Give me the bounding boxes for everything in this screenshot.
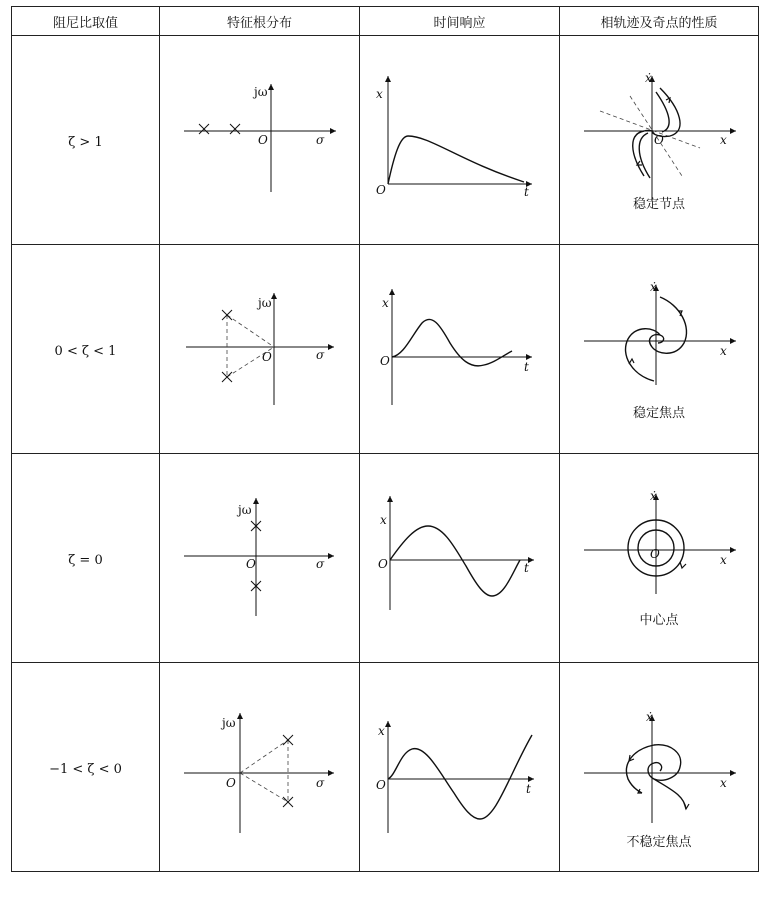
phase-cell (560, 454, 759, 663)
phase-portrait-center (560, 454, 758, 662)
response-curve (390, 526, 520, 596)
response-curve (388, 735, 532, 819)
origin-label: O (376, 183, 386, 197)
response-cell (360, 454, 560, 663)
condition-cell (12, 454, 160, 663)
x-axis-label: x (382, 296, 389, 310)
origin-label: O (378, 557, 388, 571)
t-axis-label: t (524, 185, 529, 199)
origin-label: O (258, 133, 268, 147)
x-axis-label: x (720, 133, 727, 147)
real-axis-label: σ (316, 776, 325, 790)
singular-point-label: 稳定节点 (632, 197, 685, 212)
header-roots: 特征根分布 (160, 7, 360, 36)
table-row (12, 245, 759, 454)
root-mark (199, 124, 209, 134)
xdot-axis-label: ẋ (646, 710, 653, 724)
imag-axis-label: jω (222, 716, 236, 730)
x-axis-label: x (376, 87, 383, 101)
root-plot-undamped (160, 454, 359, 662)
root-plot-negative-damping (160, 663, 359, 871)
xdot-axis-label: ẋ (650, 489, 657, 503)
response-curve (392, 319, 512, 366)
time-response-underdamped (360, 245, 559, 453)
roots-cell (160, 245, 360, 454)
roots-cell (160, 663, 360, 872)
origin-label: O (380, 354, 390, 368)
phase-cell (560, 663, 759, 872)
condition-label: ζ = 0 (68, 552, 103, 568)
origin-label: O (262, 350, 272, 364)
condition-cell (12, 36, 160, 245)
imag-axis-label: jω (238, 503, 252, 517)
table-row (12, 663, 759, 872)
damping-table (11, 6, 759, 872)
root-plot-overdamped (160, 36, 359, 244)
phase-portrait-stable-node (560, 36, 758, 244)
phase-portrait-stable-focus (560, 245, 758, 453)
imag-axis-label: jω (258, 296, 272, 310)
singular-point-label: 中心点 (639, 613, 679, 628)
origin-label: O (650, 547, 660, 561)
condition-cell (12, 663, 160, 872)
imag-axis-label: jω (254, 85, 268, 99)
root-plot-underdamped (160, 245, 359, 453)
t-axis-label: t (524, 360, 529, 374)
singular-point-label: 不稳定焦点 (626, 835, 692, 850)
root-mark (230, 124, 240, 134)
x-axis-label: x (720, 344, 727, 358)
response-curve (388, 136, 524, 184)
response-cell (360, 36, 560, 245)
x-axis-label: x (720, 776, 727, 790)
roots-cell (160, 36, 360, 245)
real-axis-label: σ (316, 133, 325, 147)
t-axis-label: t (526, 782, 531, 796)
header-phase: 相轨迹及奇点的性质 (560, 7, 759, 36)
origin-label: O (376, 778, 386, 792)
time-response-negative-damping (360, 663, 559, 871)
time-response-overdamped (360, 36, 559, 244)
origin-label: O (654, 133, 664, 147)
table-row (12, 36, 759, 245)
header-response: 时间响应 (360, 7, 560, 36)
x-axis-label: x (720, 553, 727, 567)
response-cell (360, 245, 560, 454)
condition-cell (12, 245, 160, 454)
xdot-axis-label: ẋ (650, 280, 657, 294)
phase-cell (560, 245, 759, 454)
real-axis-label: σ (316, 557, 325, 571)
table-row (12, 454, 759, 663)
condition-label: 0 < ζ < 1 (54, 343, 117, 359)
xdot-axis-label: ẋ (645, 71, 652, 85)
singular-point-label: 稳定焦点 (632, 406, 685, 421)
condition-label: ζ > 1 (68, 134, 103, 150)
roots-cell (160, 454, 360, 663)
t-axis-label: t (524, 561, 529, 575)
origin-label: O (226, 776, 236, 790)
response-cell (360, 663, 560, 872)
x-axis-label: x (378, 724, 385, 738)
real-axis-label: σ (316, 348, 325, 362)
time-response-undamped (360, 454, 559, 662)
x-axis-label: x (380, 513, 387, 527)
phase-cell (560, 36, 759, 245)
header-row (12, 7, 759, 36)
condition-label: −1 < ζ < 0 (49, 761, 122, 777)
origin-label: O (246, 557, 256, 571)
header-damping: 阻尼比取值 (12, 7, 160, 36)
